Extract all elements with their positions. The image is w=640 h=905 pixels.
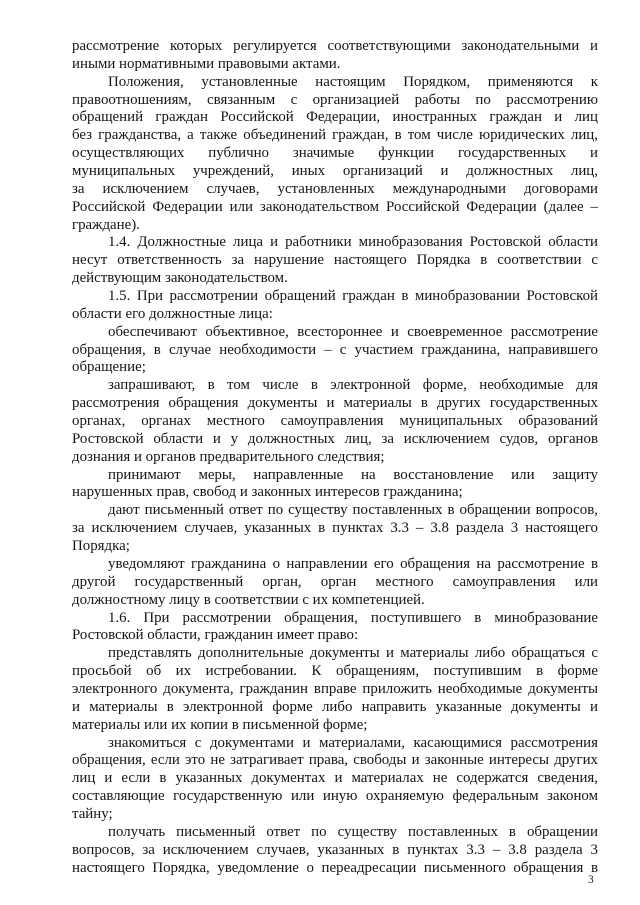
text-line: знакомиться с документами и материалами, касающимися рассмотрения — [108, 734, 598, 751]
page-number: 3 — [588, 874, 594, 886]
text-line: обращения, в случае необходимости – с участием гражданина, направившего — [72, 341, 598, 358]
text-line: материалы или их копии в письменной форме; — [72, 716, 368, 733]
text-line: муниципальных учреждений, иных организаций и должностных лиц, — [72, 163, 598, 180]
text-line: запрашивают, в том числе в электронной форме, необходимые для — [108, 377, 598, 394]
text-line: просьбой об их истребовании. К обращениям, поступившим в форме — [72, 663, 598, 680]
text-line: другой государственный орган, орган местного самоуправления или — [72, 573, 598, 590]
text-line: обеспечивают объективное, всестороннее и своевременное рассмотрение — [108, 323, 598, 340]
text-line: настоящего Порядка, уведомление о переадресации письменного обращения в — [72, 859, 598, 876]
document-body — [72, 38, 598, 877]
text-line: дают письменный ответ по существу поставленных в обращении вопросов, — [108, 502, 598, 519]
text-line: Порядка; — [72, 538, 130, 555]
text-line: электронного документа, гражданин вправе приложить необходимые документы — [72, 680, 598, 697]
right-review-materials — [72, 735, 598, 824]
text-line: принимают меры, направленные на восстановление или защиту — [108, 466, 598, 483]
text-line: обращений граждан Российской Федерации, иностранных граждан и лиц — [72, 109, 598, 126]
text-line: действующим законодательством. — [72, 270, 288, 287]
text-line: рассмотрения обращения документы и материалы в других государственных — [72, 395, 598, 412]
text-line: Ростовской области и у должностных лиц, за исключением судов, органов — [72, 430, 598, 447]
text-line: граждане). — [72, 216, 140, 233]
text-line: 1.4. Должностные лица и работники минобразования Ростовской области — [108, 234, 598, 251]
text-line: Российской Федерации или законодательством Российской Федерации (далее – — [72, 198, 598, 215]
text-line: 1.5. При рассмотрении обращений граждан в минобразовании Ростовской — [108, 288, 598, 305]
duty-notify-redirection — [72, 556, 598, 610]
right-receive-answer — [72, 824, 598, 878]
paragraph-1-6-citizen-rights — [72, 610, 598, 646]
text-line: тайну; — [72, 805, 113, 822]
paragraph-1-5-officials-duties — [72, 288, 598, 324]
text-line: за исключением случаев, указанных в пунктах 3.3 – 3.8 раздела 3 настоящего — [72, 520, 598, 537]
text-line: лиц и если в указанных документах и материалах не содержатся сведения, — [72, 770, 598, 787]
duty-written-answer — [72, 502, 598, 556]
text-line: Ростовской области, гражданин имеет право: — [72, 627, 359, 644]
text-line: за исключением случаев, установленных международными договорами — [72, 180, 598, 197]
duty-take-measures — [72, 467, 598, 503]
text-line: без гражданства, а также объединений граждан, в том числе юридических лиц, — [72, 127, 598, 144]
text-line: нарушенных прав, свобод и законных интересов гражданина; — [72, 484, 463, 501]
text-line: составляющие государственную или иную охраняемую федеральным законом — [72, 788, 598, 805]
text-line: правоотношениям, связанным с организацией работы по рассмотрению — [72, 91, 598, 108]
text-line: области его должностные лица: — [72, 305, 273, 322]
text-line: 1.6. При рассмотрении обращения, поступившего в минобразование — [108, 609, 598, 626]
right-submit-documents — [72, 645, 598, 734]
text-line: иными нормативными правовыми актами. — [72, 55, 341, 72]
duty-ensure-review — [72, 324, 598, 378]
text-line: несут ответственность за нарушение настоящего Порядка в соответствии с — [72, 252, 598, 269]
text-line: уведомляют гражданина о направлении его обращения на рассмотрение в — [108, 555, 598, 572]
paragraph-continuation — [72, 38, 598, 74]
text-line: осуществляющих публично значимые функции государственных и — [72, 145, 598, 162]
text-line: органах, органах местного самоуправления муниципальных образований — [72, 413, 598, 430]
text-line: должностному лицу в соответствии с их компетенцией. — [72, 591, 425, 608]
paragraph-1-4-responsibility — [72, 234, 598, 288]
text-line: обращение; — [72, 359, 146, 376]
text-line: представлять дополнительные документы и материалы либо обращаться с — [108, 645, 598, 662]
text-line: дознания и органов предварительного следствия; — [72, 448, 385, 465]
text-line: получать письменный ответ по существу поставленных в обращении — [108, 823, 598, 840]
duty-request-documents — [72, 377, 598, 466]
text-line: и материалы в электронной форме либо направить указанные документы и — [72, 698, 598, 715]
text-line: рассмотрение которых регулируется соответствующими законодательными и — [72, 38, 598, 54]
paragraph-scope-of-provisions — [72, 74, 598, 235]
text-line: обращения, если это не затрагивает права, свободы и законные интересы других — [72, 752, 598, 769]
text-line: Положения, установленные настоящим Порядком, применяются к — [108, 73, 598, 90]
text-line: вопросов, за исключением случаев, указанных в пунктах 3.3 – 3.8 раздела 3 — [72, 841, 598, 858]
